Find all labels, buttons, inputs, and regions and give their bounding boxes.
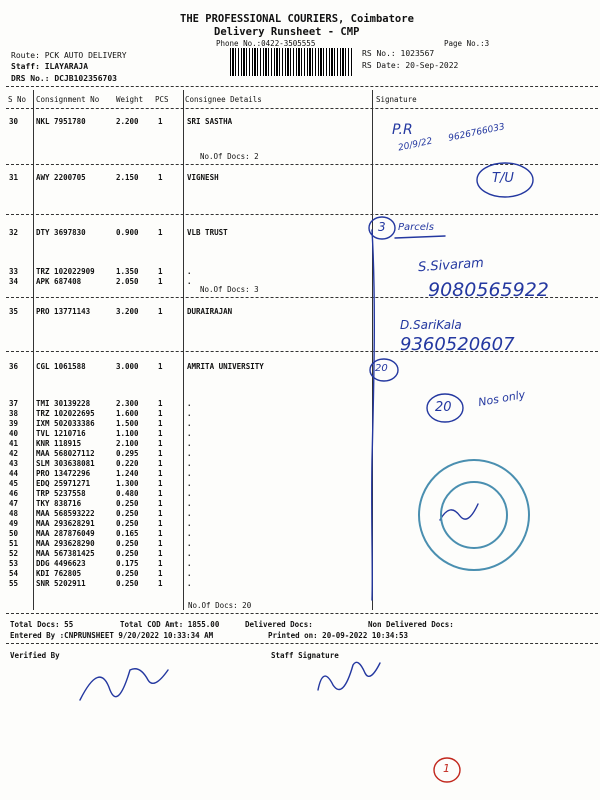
handwritten-phone: 9080565922 (428, 279, 549, 301)
row-details: . (187, 419, 192, 428)
row-sno: 42 (9, 449, 19, 458)
row-details: VIGNESH (187, 173, 219, 182)
handwritten-name: S.Sivaram (417, 255, 485, 276)
handwritten-count: 20 (435, 400, 452, 415)
row-sno: 35 (9, 307, 19, 316)
row-consignment: MAA 293628291 (36, 519, 95, 528)
row-sno: 39 (9, 419, 19, 428)
row-sno: 43 (9, 459, 19, 468)
row-sno: 30 (9, 117, 19, 126)
col-signature: Signature (376, 95, 417, 104)
staff-label: Staff: ILAYARAJA (11, 62, 89, 71)
row-details: . (187, 559, 192, 568)
row-consignment: PRO 13472296 (36, 469, 91, 478)
row-sno: 41 (9, 439, 19, 448)
docs-count: No.Of Docs: 2 (200, 152, 259, 161)
row-consignment: APK 687408 (36, 277, 82, 286)
row-consignment: DDG 4496623 (36, 559, 86, 568)
row-pcs: 1 (158, 459, 163, 468)
row-consignment: MAA 567381425 (36, 549, 95, 558)
row-consignment: MAA 568593222 (36, 509, 95, 518)
handwritten-date: 20/9/22 (397, 136, 434, 154)
row-weight: 0.250 (116, 549, 139, 558)
row-details: . (187, 579, 192, 588)
row-details: SRI SASTHA (187, 117, 233, 126)
row-weight: 0.250 (116, 539, 139, 548)
row-pcs: 1 (158, 579, 163, 588)
printed-on: Printed on: 20-09-2022 10:34:53 (268, 631, 408, 640)
row-details: . (187, 449, 192, 458)
row-details: AMRITA UNIVERSITY (187, 362, 264, 371)
row-weight: 0.250 (116, 569, 139, 578)
row-consignment: MAA 287876049 (36, 529, 95, 538)
delivered-docs: Delivered Docs: (245, 620, 313, 629)
row-consignment: EDQ 25971271 (36, 479, 91, 488)
row-weight: 0.250 (116, 509, 139, 518)
row-pcs: 1 (158, 409, 163, 418)
row-details: . (187, 429, 192, 438)
row-consignment: KNR 118915 (36, 439, 82, 448)
handwritten-name: D.SariKala (400, 318, 462, 332)
row-weight: 0.250 (116, 519, 139, 528)
row-weight: 0.250 (116, 579, 139, 588)
row-pcs: 1 (158, 469, 163, 478)
row-consignment: CGL 1061588 (36, 362, 86, 371)
row-details: . (187, 529, 192, 538)
row-weight: 0.175 (116, 559, 139, 568)
row-consignment: SLM 303638081 (36, 459, 95, 468)
row-details: . (187, 539, 192, 548)
row-weight: 1.350 (116, 267, 139, 276)
drs-number: DRS No.: DCJB102356703 (11, 74, 117, 83)
row-sno: 55 (9, 579, 19, 588)
row-pcs: 1 (158, 559, 163, 568)
row-sno: 31 (9, 173, 19, 182)
row-consignment: TVL 1210716 (36, 429, 86, 438)
row-sno: 46 (9, 489, 19, 498)
handwritten-count: 3 (378, 220, 386, 234)
phone-number: Phone No.:0422-3505555 (216, 39, 316, 48)
row-consignment: TRP 5237558 (36, 489, 86, 498)
page-number: Page No.:3 (444, 39, 490, 48)
row-sno: 34 (9, 277, 19, 286)
handwritten-initials: P.R (392, 122, 413, 138)
non-delivered-docs: Non Delivered Docs: (368, 620, 454, 629)
row-details: . (187, 399, 192, 408)
handwritten-page-number: 1 (443, 762, 450, 775)
row-pcs: 1 (158, 277, 163, 286)
row-weight: 0.165 (116, 529, 139, 538)
row-weight: 1.300 (116, 479, 139, 488)
row-consignment: TRZ 102022695 (36, 409, 95, 418)
row-weight: 2.050 (116, 277, 139, 286)
handwritten-phone: 9360520607 (400, 334, 515, 355)
company-name: THE PROFESSIONAL COURIERS, Coimbatore (180, 13, 414, 25)
row-sno: 32 (9, 228, 19, 237)
row-details: . (187, 509, 192, 518)
col-pcs: PCS (155, 95, 169, 104)
col-consignment: Consignment No (36, 95, 100, 104)
row-details: . (187, 267, 192, 276)
row-pcs: 1 (158, 399, 163, 408)
row-details: . (187, 469, 192, 478)
row-details: . (187, 569, 192, 578)
verified-by: Verified By (10, 651, 60, 660)
row-weight: 1.600 (116, 409, 139, 418)
row-weight: 3.200 (116, 307, 139, 316)
row-sno: 44 (9, 469, 19, 478)
row-sno: 40 (9, 429, 19, 438)
row-details: DURAIRAJAN (187, 307, 233, 316)
row-details: . (187, 439, 192, 448)
row-sno: 48 (9, 509, 19, 518)
row-sno: 47 (9, 499, 19, 508)
rs-date: RS Date: 20-Sep-2022 (362, 61, 459, 70)
row-sno: 52 (9, 549, 19, 558)
row-pcs: 1 (158, 509, 163, 518)
row-details: VLB TRUST (187, 228, 228, 237)
entered-by: Entered By :CNPRUNSHEET 9/20/2022 10:33:34 AM (10, 631, 214, 640)
row-sno: 49 (9, 519, 19, 528)
row-pcs: 1 (158, 429, 163, 438)
row-sno: 51 (9, 539, 19, 548)
row-pcs: 1 (158, 228, 163, 237)
row-details: . (187, 277, 192, 286)
row-pcs: 1 (158, 117, 163, 126)
row-sno: 38 (9, 409, 19, 418)
row-pcs: 1 (158, 549, 163, 558)
row-consignment: TKY 838716 (36, 499, 82, 508)
row-consignment: TMI 30139228 (36, 399, 91, 408)
route-label: Route: PCK AUTO DELIVERY (11, 51, 127, 60)
row-sno: 45 (9, 479, 19, 488)
col-sno: S No (8, 95, 27, 104)
row-consignment: KDI 762805 (36, 569, 82, 578)
row-sno: 50 (9, 529, 19, 538)
row-weight: 2.300 (116, 399, 139, 408)
handwritten-note: Nos only (477, 387, 527, 410)
handwritten-tu: T/U (492, 171, 514, 186)
row-pcs: 1 (158, 479, 163, 488)
row-consignment: SNR 5202911 (36, 579, 86, 588)
row-details: . (187, 519, 192, 528)
total-cod: Total COD Amt: 1855.00 (120, 620, 220, 629)
row-weight: 1.500 (116, 419, 139, 428)
col-weight: Weight (116, 95, 144, 104)
row-details: . (187, 479, 192, 488)
row-pcs: 1 (158, 449, 163, 458)
total-docs: Total Docs: 55 (10, 620, 74, 629)
handwritten-count: 20 (375, 363, 388, 374)
row-sno: 53 (9, 559, 19, 568)
row-consignment: MAA 568027112 (36, 449, 95, 458)
row-pcs: 1 (158, 307, 163, 316)
staff-signature-label: Staff Signature (271, 651, 339, 660)
handwritten-phone: 9626766033 (447, 122, 506, 144)
rs-number: RS No.: 1023567 (362, 49, 435, 58)
row-pcs: 1 (158, 173, 163, 182)
row-consignment: AWY 2200705 (36, 173, 86, 182)
row-consignment: DTY 3697830 (36, 228, 86, 237)
row-weight: 1.240 (116, 469, 139, 478)
row-pcs: 1 (158, 499, 163, 508)
row-pcs: 1 (158, 519, 163, 528)
row-weight: 3.000 (116, 362, 139, 371)
row-weight: 2.150 (116, 173, 139, 182)
row-weight: 0.250 (116, 499, 139, 508)
row-sno: 54 (9, 569, 19, 578)
col-details: Consignee Details (185, 95, 262, 104)
row-sno: 37 (9, 399, 19, 408)
row-consignment: NKL 7951780 (36, 117, 86, 126)
row-pcs: 1 (158, 267, 163, 276)
row-weight: 2.100 (116, 439, 139, 448)
row-details: . (187, 489, 192, 498)
docs-count: No.Of Docs: 20 (188, 601, 252, 610)
row-details: . (187, 459, 192, 468)
row-sno: 36 (9, 362, 19, 371)
row-weight: 0.220 (116, 459, 139, 468)
row-consignment: TRZ 102022909 (36, 267, 95, 276)
handwritten-parcels: Parcels (398, 222, 434, 233)
row-weight: 0.900 (116, 228, 139, 237)
row-pcs: 1 (158, 419, 163, 428)
row-consignment: IXM 502033386 (36, 419, 95, 428)
row-details: . (187, 499, 192, 508)
docs-count: No.Of Docs: 3 (200, 285, 259, 294)
row-pcs: 1 (158, 529, 163, 538)
document-title: Delivery Runsheet - CMP (214, 26, 360, 38)
university-stamp (419, 460, 529, 570)
row-sno: 33 (9, 267, 19, 276)
row-details: . (187, 549, 192, 558)
row-consignment: MAA 293628290 (36, 539, 95, 548)
row-pcs: 1 (158, 489, 163, 498)
row-pcs: 1 (158, 539, 163, 548)
row-weight: 0.295 (116, 449, 139, 458)
row-pcs: 1 (158, 362, 163, 371)
row-weight: 1.100 (116, 429, 139, 438)
row-pcs: 1 (158, 569, 163, 578)
row-weight: 0.480 (116, 489, 139, 498)
row-weight: 2.200 (116, 117, 139, 126)
row-consignment: PRO 13771143 (36, 307, 91, 316)
row-details: . (187, 409, 192, 418)
row-pcs: 1 (158, 439, 163, 448)
